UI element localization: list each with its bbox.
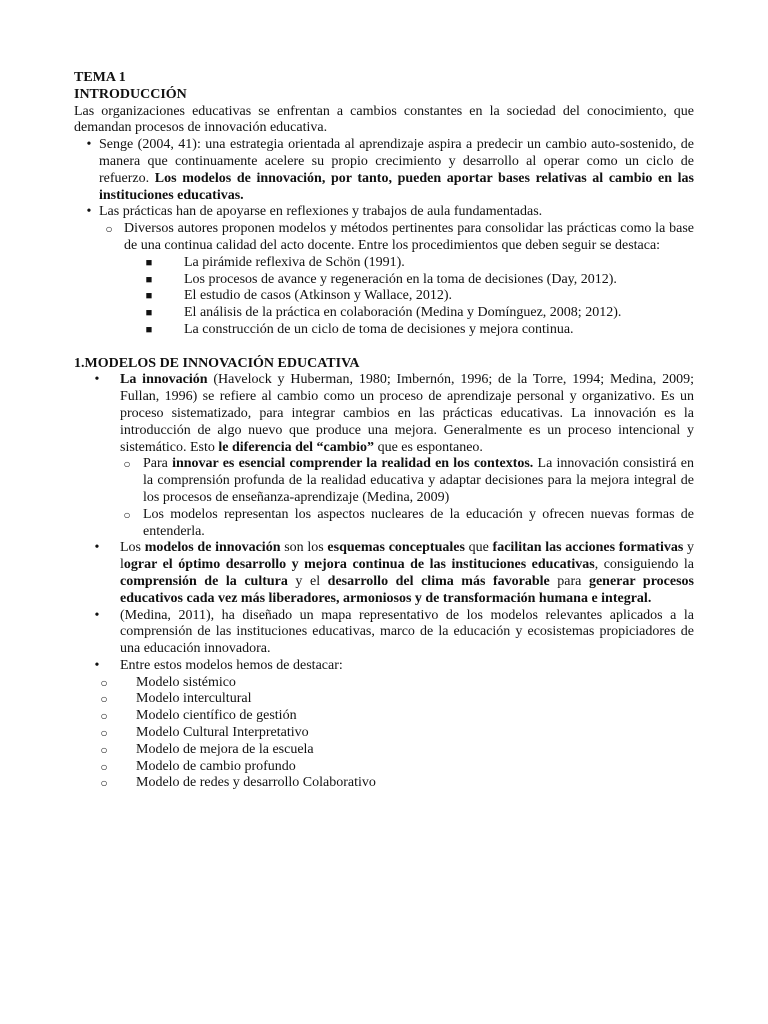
practicas-sublist — [99, 221, 694, 339]
list-item: ○ Modelo intercultural — [97, 691, 694, 708]
intro-heading: INTRODUCCIÓN — [74, 86, 187, 102]
circle-bullet-icon: ○ — [100, 726, 108, 741]
modelos-paragraph: Los modelos de innovación son los esquemas conceptuales que facilitan las acciones formativas y lograr el óptimo desarrollo y mejora continua de las instituciones educativas, consiguiendo la comprensión de la cultura y el desarrollo del clima más favorable para generar procesos educativos cada vez más liberadores, armoniosos y de transformación humana e integral. — [120, 540, 695, 606]
list-item: ○ Modelo científico de gestión — [97, 708, 694, 725]
square-bullet-icon: ■ — [145, 256, 153, 269]
bullet-icon: • — [86, 137, 92, 153]
bullet-icon: • — [94, 607, 100, 623]
list-item: ○ Para innovar es esencial comprender la realidad en los contextos. La innovación consistirá en la comprensión profunda de la realidad educativa y adaptar decisiones para la mejora integral de los procesos de enseñanza-aprendizaje (Medina, 2009) — [120, 456, 694, 506]
circle-bullet-icon: ○ — [100, 709, 108, 724]
list-item: ○ Los modelos representan los aspectos nucleares de la educación y ofrecen nuevas formas de entenderla. — [120, 507, 694, 541]
list-item: ○ Modelo de redes y desarrollo Colaborativo — [97, 775, 694, 792]
square-bullet-icon: ■ — [145, 307, 153, 320]
circle-bullet-icon: ○ — [123, 507, 131, 522]
section-bullet-list — [74, 372, 694, 792]
models-intro-text: Entre estos modelos hemos de destacar: — [120, 657, 343, 673]
circle-bullet-icon: ○ — [100, 759, 108, 774]
document-body — [74, 70, 694, 792]
list-item: ○ Modelo de cambio profundo — [97, 759, 694, 776]
intro-paragraph: Las organizaciones educativas se enfrentan a cambios constantes en la sociedad del conocimiento, que demandan procesos de innovación educativa. — [74, 103, 694, 136]
square-bullet-icon: ■ — [145, 273, 153, 286]
innovacion-paragraph: La innovación (Havelock y Huberman, 1980; Imbernón, 1996; de la Torre, 1994; Medina, 2009; Fullan, 1996) se refiere al cambio como un proceso de aprendizaje personal y organizativo. Es un proceso sistematizado, para integrar cambios en las prácticas educativas. La innovación es la introducción de algo nuevo que produce una mejora. Generalmente es un proceso intencional y sistemático. Esto le diferencia del “cambio” que es espontaneo. — [120, 372, 694, 455]
bullet-icon: • — [86, 204, 92, 220]
circle-bullet-icon: ○ — [100, 675, 108, 690]
list-item — [74, 372, 694, 540]
list-item: ■ El estudio de casos (Atkinson y Wallace, 2012). — [145, 288, 453, 304]
list-item — [74, 204, 694, 338]
list-item: ■ Los procesos de avance y regeneración en la toma de decisiones (Day, 2012). — [145, 271, 617, 287]
circle-bullet-icon: ○ — [100, 742, 108, 757]
square-bullet-icon: ■ — [145, 323, 153, 336]
list-item: ■ La construcción de un ciclo de toma de decisiones y mejora continua. — [145, 321, 574, 337]
circle-bullet-icon: ○ — [123, 457, 131, 472]
square-bullet-icon: ■ — [145, 290, 153, 303]
practicas-text: Las prácticas han de apoyarse en reflexiones y trabajos de aula fundamentadas. — [99, 204, 543, 220]
list-item: ○ Modelo Cultural Interpretativo — [97, 725, 694, 742]
list-item: ■ La pirámide reflexiva de Schön (1991). — [145, 254, 405, 270]
bullet-icon: • — [94, 657, 100, 673]
models-list — [97, 675, 694, 793]
bullet-icon: • — [94, 372, 100, 388]
intro-bullet-list — [74, 137, 694, 339]
circle-bullet-icon: ○ — [100, 776, 108, 791]
section-title: 1.MODELOS DE INNOVACIÓN EDUCATIVA — [74, 355, 360, 371]
list-item — [74, 608, 694, 658]
senge-paragraph: Senge (2004, 41): una estrategia orientada al aprendizaje aspira a predecir un cambio auto-sostenido, de manera que continuamente acelere su propio crecimiento y desarrollo al operar como un ciclo de refuerzo. Los modelos de innovación, por tanto, pueden aportar bases relativas al cambio en las instituciones educativas. — [99, 137, 694, 203]
list-item: ○ Modelo sistémico — [97, 675, 694, 692]
circle-bullet-icon: ○ — [105, 222, 113, 237]
list-item — [99, 221, 694, 339]
practicas-sub-text: Diversos autores proponen modelos y métodos pertinentes para consolidar las prácticas como la base de una continua calidad del acto docente. Entre los procedimientos que deben seguir se destaca: — [124, 221, 694, 253]
innovacion-sublist — [120, 456, 694, 540]
bullet-icon: • — [94, 540, 100, 556]
list-item: ■ El análisis de la práctica en colaboración (Medina y Domínguez, 2008; 2012). — [145, 305, 622, 321]
medina-paragraph: (Medina, 2011), ha diseñado un mapa representativo de los modelos relevantes aplicados a la comprensión de las instituciones educativas, marco de la educación y ecosistemas propiciadores de una educación innovadora. — [120, 607, 694, 657]
list-item — [74, 658, 694, 792]
list-item: ○ Modelo de mejora de la escuela — [97, 742, 694, 759]
list-item — [74, 137, 694, 204]
list-item — [74, 540, 694, 607]
circle-bullet-icon: ○ — [100, 692, 108, 707]
procedures-list — [99, 255, 694, 339]
doc-title: TEMA 1 — [74, 70, 126, 85]
